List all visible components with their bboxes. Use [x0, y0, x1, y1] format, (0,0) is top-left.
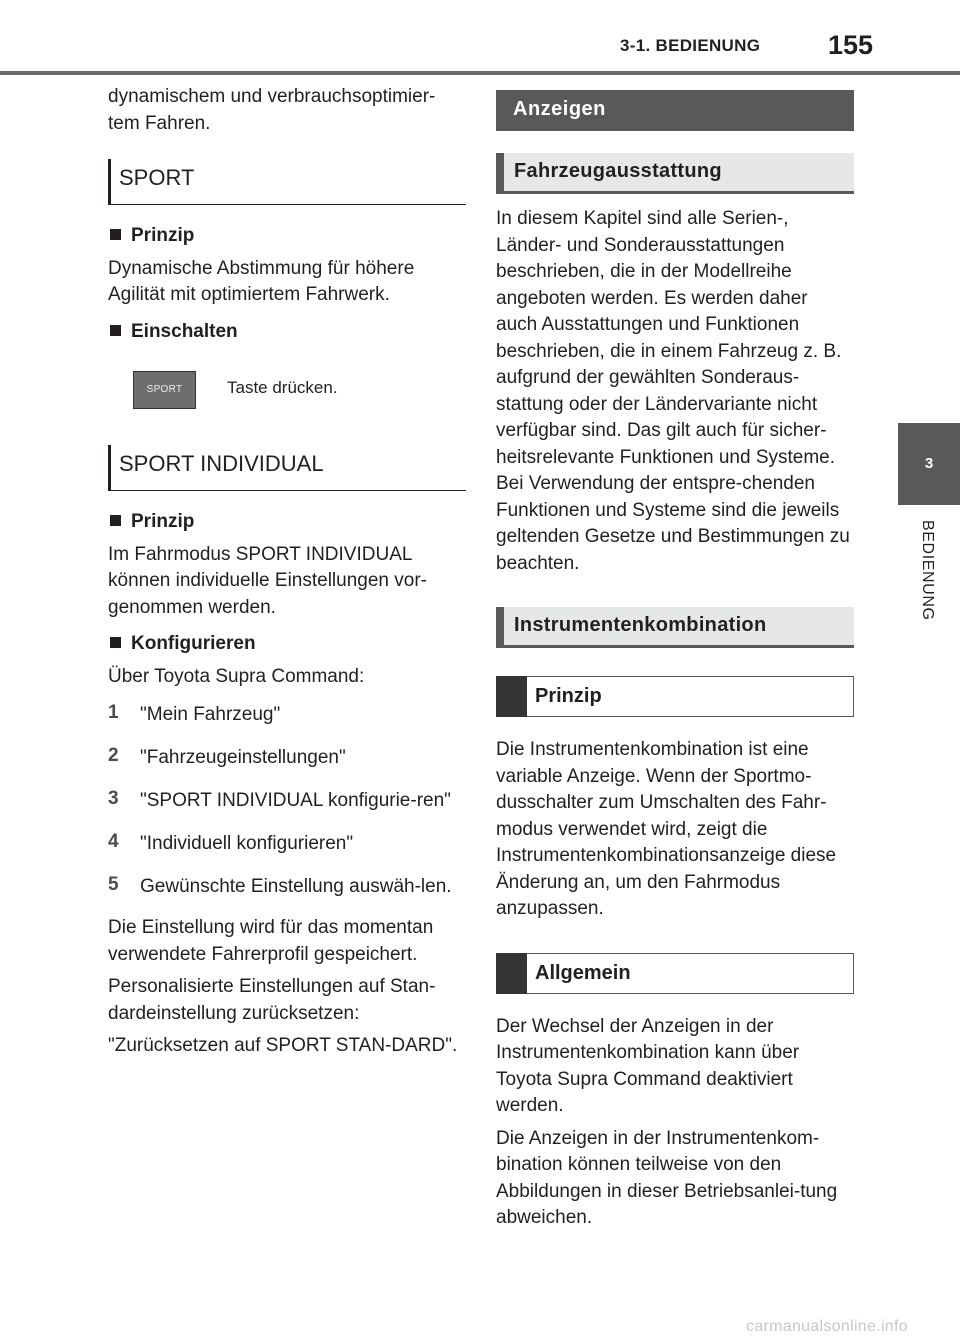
note-reset-command: "Zurücksetzen auf SPORT STAN-DARD". — [108, 1035, 458, 1056]
left-column — [108, 84, 466, 1066]
right-column — [496, 90, 854, 1238]
konfig-intro: Über Toyota Supra Command: — [108, 665, 365, 687]
chapter-tab[interactable]: 3 — [898, 423, 960, 505]
subheading-prinzip: Prinzip — [108, 509, 466, 536]
allgemein-text-1: Der Wechsel der Anzeigen in der Instrumentenkombination kann über Toyota Supra Command deaktiviert werden. — [496, 1015, 800, 1116]
chapter-tab-label: BEDIENUNG — [919, 520, 936, 621]
step-item: 1 "Mein Fahrzeug" — [108, 702, 281, 725]
bullet-square-icon — [110, 637, 121, 648]
footer-watermark[interactable]: carmanualsonline.info — [746, 1318, 908, 1335]
header-rule — [0, 71, 960, 75]
page-header — [0, 0, 960, 76]
step-item: 4 "Individuell konfigurieren" — [108, 831, 354, 854]
step-item: 3 "SPORT INDIVIDUAL konfigurie-ren" — [108, 788, 451, 811]
note-profile: Die Einstellung wird für das momentan verwendete Fahrerprofil gespeichert. — [108, 917, 434, 965]
step-item: 2 "Fahrzeugeinstellungen" — [108, 745, 346, 768]
heading-anzeigen: Anzeigen — [496, 90, 854, 131]
heading-allgemein: Allgemein — [496, 953, 854, 994]
note-reset: Personalisierte Einstellungen auf Stan-dardeinstellung zurücksetzen: — [108, 976, 436, 1024]
chapter-title: 3-1. BEDIENUNG — [620, 36, 761, 55]
intro-text: dynamischem und verbrauchsoptimier-tem Fahren. — [108, 86, 436, 134]
sport-button-row — [108, 359, 466, 423]
individual-prinzip-text: Im Fahrmodus SPORT INDIVIDUAL können individuelle Einstellungen vor-genommen werden. — [108, 543, 427, 618]
subheading-prinzip: Prinzip — [108, 223, 466, 250]
sport-button-caption: Taste drücken. — [227, 378, 338, 397]
heading-instrumentenkombination: Instrumentenkombination — [496, 607, 854, 648]
page-number: 155 — [828, 30, 874, 60]
subheading-einschalten: Einschalten — [108, 319, 466, 346]
section-sport-individual: SPORT INDIVIDUAL — [108, 445, 466, 491]
subheading-konfigurieren: Konfigurieren — [108, 631, 466, 658]
step-item: 5 Gewünschte Einstellung auswäh-len. — [108, 874, 452, 897]
bullet-square-icon — [110, 229, 121, 240]
allgemein-text-2: Die Anzeigen in der Instrumentenkom-bination können teilweise von den Abbildungen in dieser Betriebsanlei-tung abweichen. — [496, 1127, 838, 1228]
heading-prinzip: Prinzip — [496, 676, 854, 717]
sport-prinzip-text: Dynamische Abstimmung für höhere Agilität mit optimiertem Fahrwerk. — [108, 257, 415, 305]
fahrzeugausstattung-text: In diesem Kapitel sind alle Serien-, Länder- und Sonderausstattungen beschrieben, die in der Modellreihe angeboten werden. Es werden daher auch Ausstattungen und Funktionen beschrieben, die in einem Fahrzeug z. B. aufgrund der gewählten Sonderaus-stattung oder der Ländervariante nicht verfügbar sind. Das gilt auch für sicher-heitsrelevante Funktionen und Systeme. Bei Verwendung der entspre-chenden Funktionen und Systeme sind die jeweils geltenden Gesetze und Bestimmungen zu beachten. — [496, 208, 850, 574]
bullet-square-icon — [110, 325, 121, 336]
sport-button-illustration: SPORT — [133, 371, 196, 409]
heading-fahrzeugausstattung: Fahrzeugausstattung — [496, 153, 854, 194]
section-sport: SPORT — [108, 159, 466, 205]
bullet-square-icon — [110, 515, 121, 526]
instrumentenkombination-prinzip-text: Die Instrumentenkombination ist eine variable Anzeige. Wenn der Sportmo-dusschalter zum Umschalten des Fahr-modus verwendet wird, zeigt die Instrumentenkombinationsanzeige diese Änderung an, um den Fahrmodus anzupassen. — [496, 739, 837, 919]
